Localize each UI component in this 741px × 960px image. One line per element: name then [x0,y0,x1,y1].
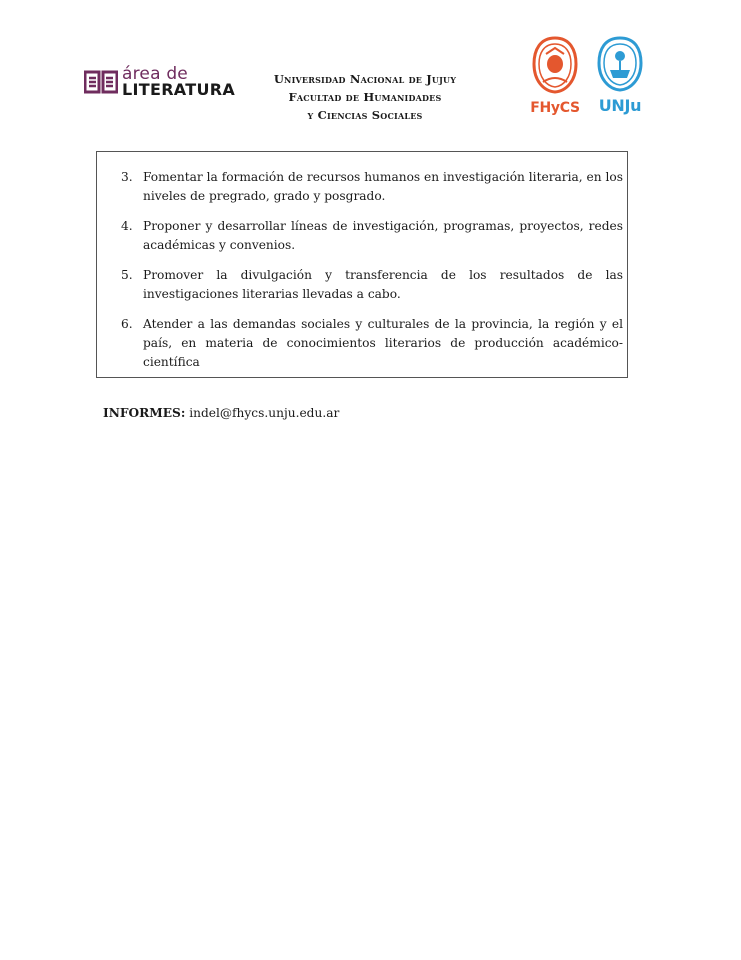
objectives-list [121,168,623,383]
institution-line2: Facultad de Humanidades [288,90,442,104]
list-item [121,315,623,372]
unju-label: UNJu [598,96,642,115]
fhycs-seal-icon [528,36,582,94]
institution-line3: y Ciencias Sociales [307,108,423,122]
institution-line1: Universidad Nacional de Jujuy [273,72,457,86]
unju-seal-icon [594,36,646,92]
item-number: 6. [121,317,133,331]
item-number: 5. [121,268,133,282]
item-text: Promover la divulgación y transferencia de los resultados de las investigaciones literarias llevadas a cabo. [143,268,623,301]
item-number: 3. [121,170,133,184]
fhycs-label: FHyCS [530,100,580,116]
area-logo-line1: área de [122,64,188,84]
list-item [121,217,623,255]
item-text: Atender a las demandas sociales y culturales de la provincia, la región y el país, en materia de conocimientos literarios de producción académico-científica [143,317,623,369]
fhycs-seal [528,36,582,116]
unju-seal [594,36,646,115]
objectives-box [96,151,628,378]
area-logo-line2: LITERATURA [122,80,236,99]
list-item [121,168,623,206]
item-text: Proponer y desarrollar líneas de investigación, programas, proyectos, redes académicas y convenios. [143,219,623,252]
list-item [121,266,623,304]
institution-name [255,70,475,124]
item-number: 4. [121,219,133,233]
informes-label: INFORMES: [103,406,186,420]
area-logo-text [122,66,235,98]
informes-line [103,406,339,420]
item-text: Fomentar la formación de recursos humanos en investigación literaria, en los niveles de pregrado, grado y posgrado. [143,170,623,203]
area-literatura-logo [84,66,235,98]
informes-email[interactable]: indel@fhycs.unju.edu.ar [189,406,340,420]
book-mark-icon [84,68,118,96]
